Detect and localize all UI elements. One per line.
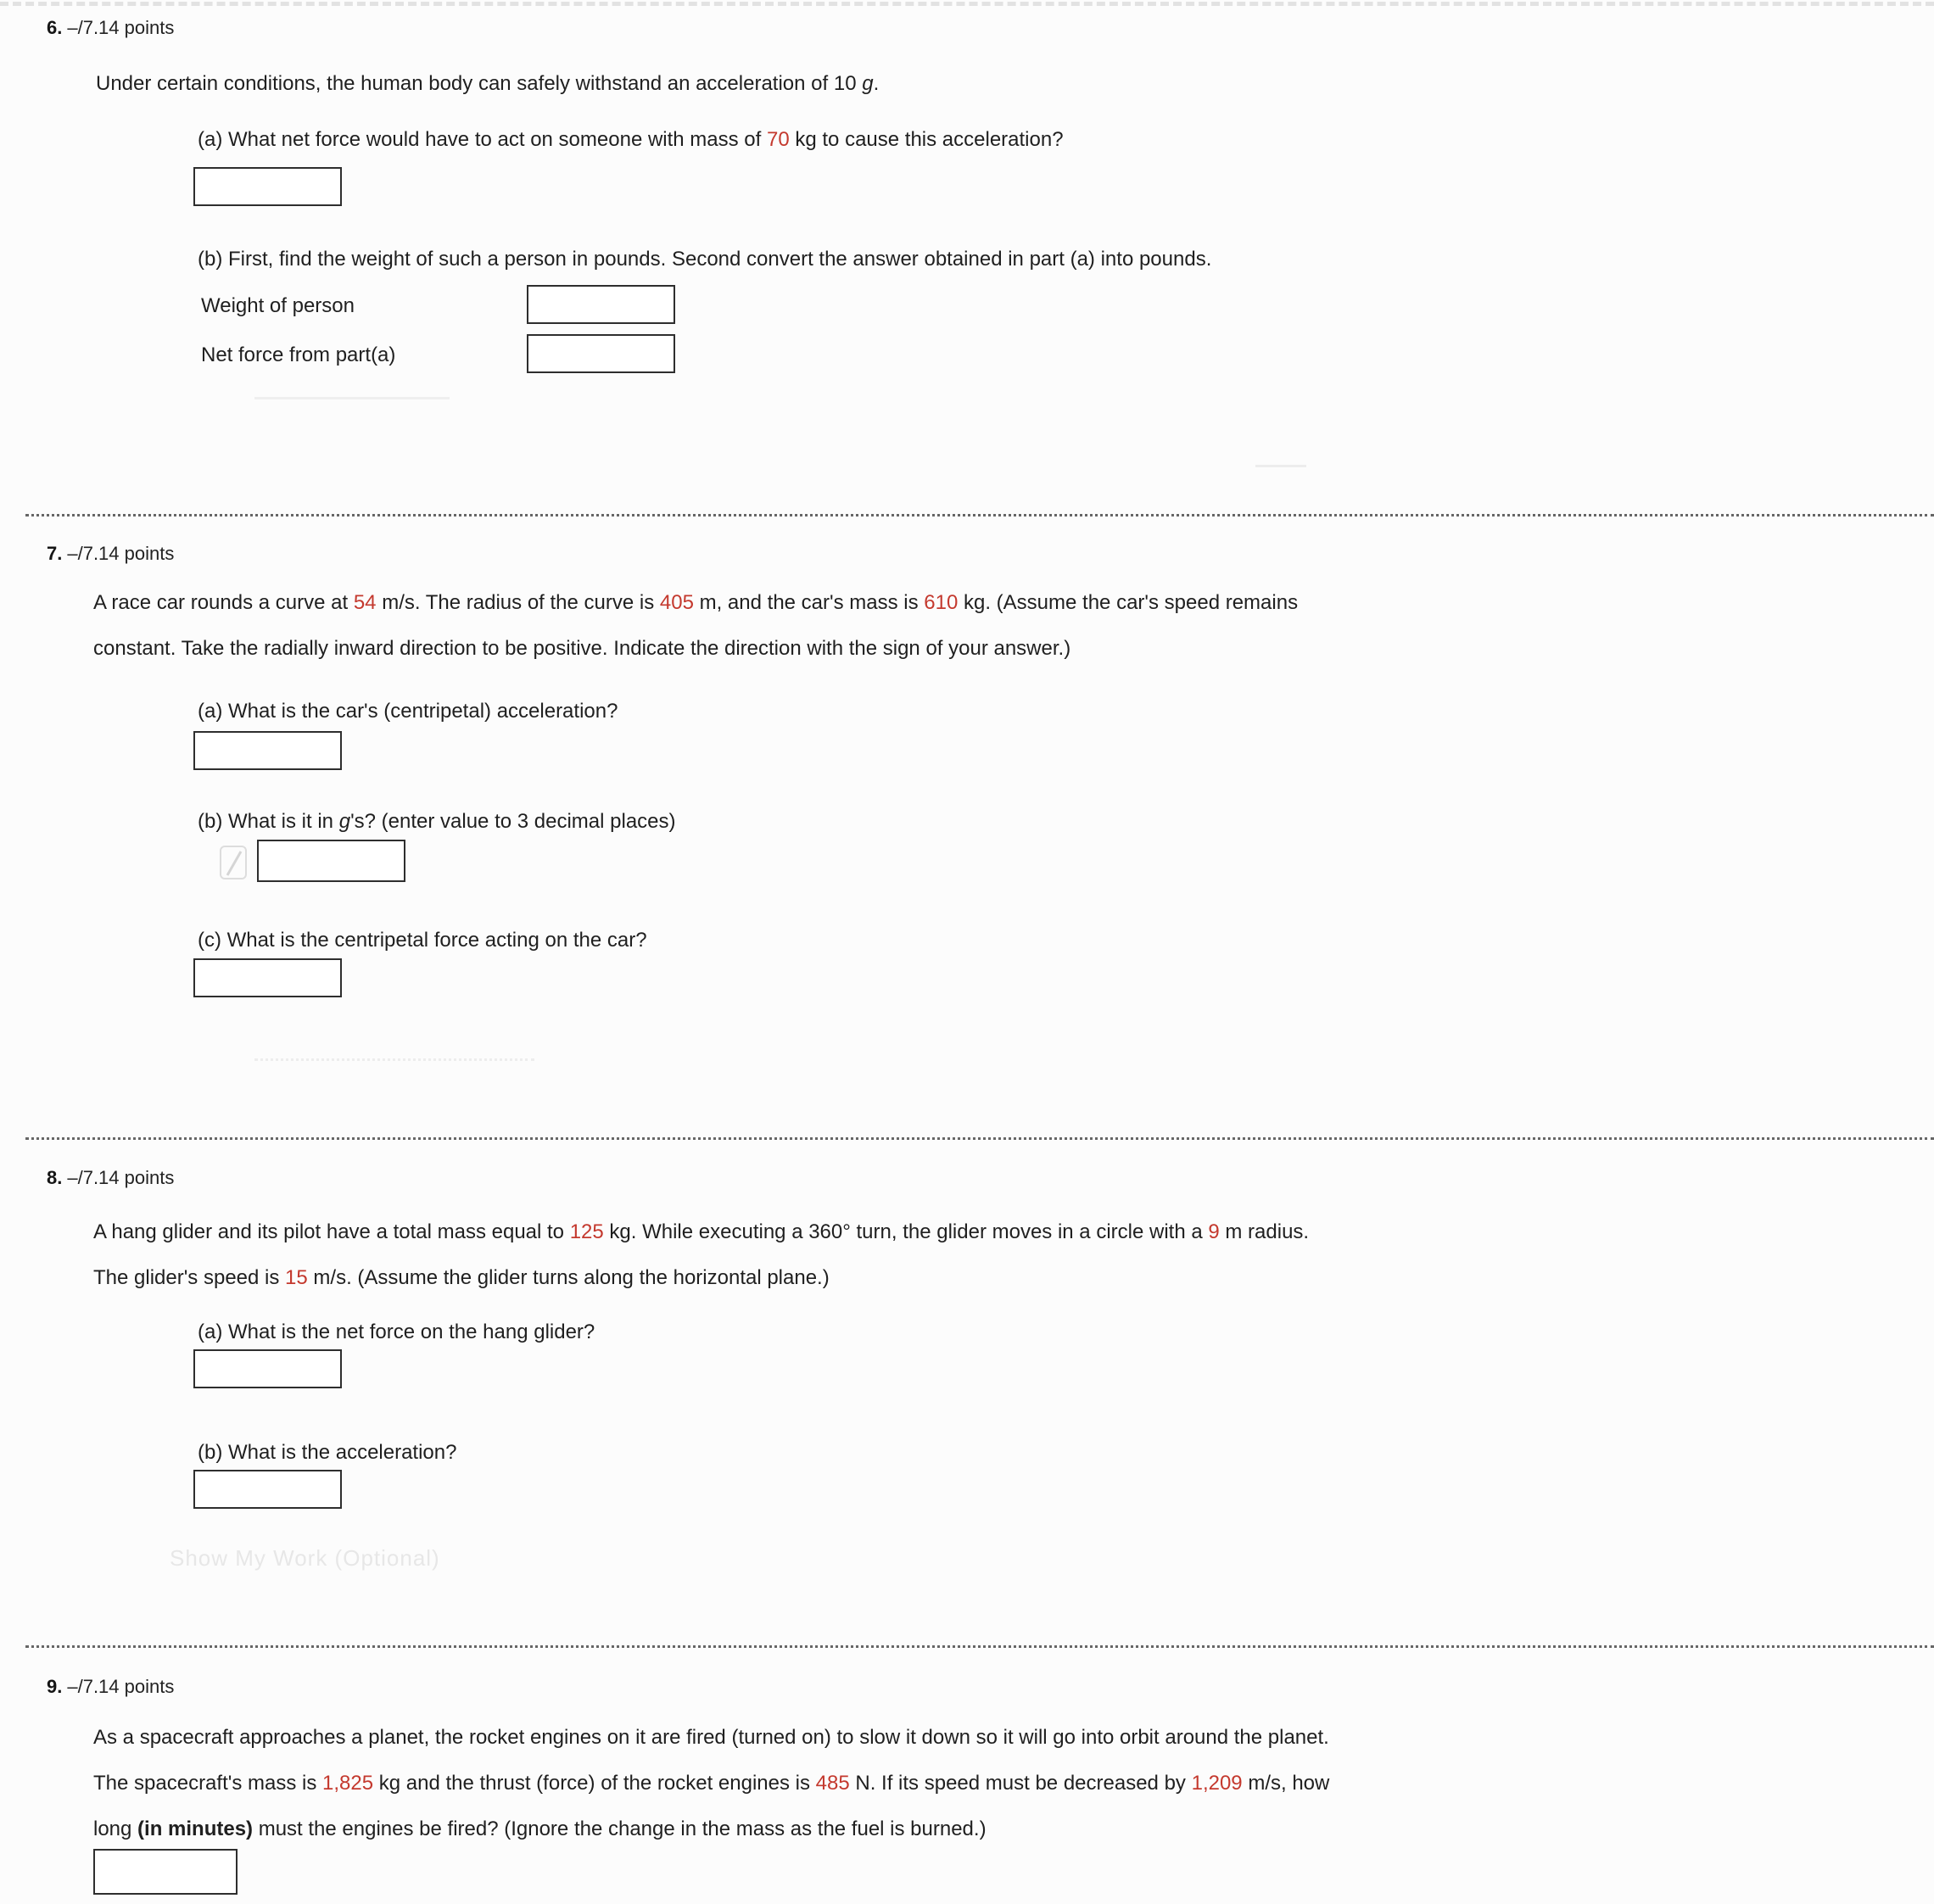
question-points: –/7.14 points [67, 1676, 175, 1697]
question-points: –/7.14 points [67, 1167, 175, 1188]
question-8b-answer-input[interactable] [193, 1470, 342, 1509]
question-7-intro: A race car rounds a curve at 54 m/s. The radius of the curve is 405 m, and the car's mass is 610 kg. (Assume the car's speed remains constant. Take the radially inward direction to be positive. Indicate the direction with the sign of your answer.) [93, 591, 1299, 660]
question-6a-answer-input[interactable] [193, 167, 342, 206]
scan-artifact [254, 397, 450, 430]
question-number: 8. [47, 1167, 63, 1188]
pencil-icon [219, 841, 249, 882]
question-separator [25, 1645, 1934, 1648]
question-8a-answer-input[interactable] [193, 1349, 342, 1388]
question-6b-prompt: (b) First, find the weight of such a person in pounds. Second convert the answer obtained in part (a) into pounds. [198, 248, 1212, 271]
weight-of-person-input[interactable] [527, 285, 675, 324]
question-separator [25, 514, 1934, 516]
question-7b-answer-input[interactable] [257, 840, 405, 882]
question-7c-answer-input[interactable] [193, 958, 342, 997]
question-separator [25, 1137, 1934, 1140]
question-9-header [47, 1676, 174, 1698]
question-8a-prompt: (a) What is the net force on the hang glider? [198, 1321, 595, 1343]
question-9-intro: As a spacecraft approaches a planet, the rocket engines on it are fired (turned on) to slow it down so it will go into orbit around the planet. The spacecraft's mass is 1,825 kg and the thrust (force) of the rocket engines is 485 N. If its speed must be decreased by 1,209 m/s, how long (in minutes) must the engines be fired? (Ignore the change in the mass as the fuel is burned.) [93, 1726, 1330, 1840]
scan-artifact [1255, 465, 1306, 467]
question-7-header [47, 543, 174, 565]
net-force-part-a-label: Net force from part(a) [201, 343, 396, 366]
question-9-answer-input[interactable] [93, 1849, 238, 1895]
question-7a-answer-input[interactable] [193, 731, 342, 770]
question-7c-prompt: (c) What is the centripetal force acting on the car? [198, 929, 647, 952]
question-number: 7. [47, 543, 63, 564]
question-points: –/7.14 points [67, 543, 175, 564]
question-7a-prompt: (a) What is the car's (centripetal) acceleration? [198, 700, 618, 723]
question-8b-prompt: (b) What is the acceleration? [198, 1441, 457, 1464]
question-8-intro: A hang glider and its pilot have a total mass equal to 125 kg. While executing a 360° turn, the glider moves in a circle with a 9 m radius. The glider's speed is 15 m/s. (Assume the glider turns along the horizontal plane.) [93, 1220, 1310, 1289]
scan-artifact [254, 1036, 534, 1061]
question-number: 9. [47, 1676, 63, 1697]
question-6a-prompt: (a) What net force would have to act on someone with mass of 70 kg to cause this acceleration? [198, 128, 1064, 151]
question-7b-prompt: (b) What is it in g's? (enter value to 3 decimal places) [198, 810, 676, 833]
scan-edge-artifact [0, 2, 1934, 6]
net-force-part-a-input[interactable] [527, 334, 675, 373]
question-points: –/7.14 points [67, 17, 175, 38]
weight-of-person-label: Weight of person [201, 294, 355, 317]
question-6-intro: Under certain conditions, the human body can safely withstand an acceleration of 10 g. [96, 72, 880, 95]
question-6-header [47, 17, 174, 39]
show-my-work-ghost-label: Show My Work (Optional) [170, 1545, 440, 1571]
question-8-header [47, 1167, 174, 1189]
question-number: 6. [47, 17, 63, 38]
